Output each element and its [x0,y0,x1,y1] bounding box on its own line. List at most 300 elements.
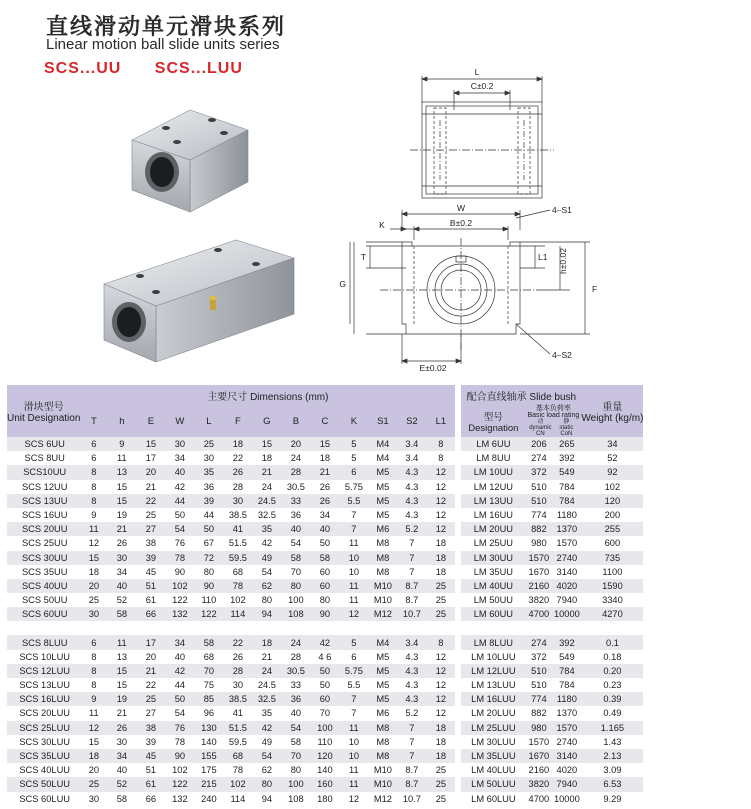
table-cell: 11 [339,777,368,791]
table-cell: 132 [165,792,194,806]
table-cell: 92 [581,465,643,479]
table-cell: M4 [368,451,397,465]
table-cell: LM 30LUU [461,735,525,749]
table-cell: 735 [581,551,643,565]
table-cell: 8 [426,451,455,465]
table-cell: 4270 [581,607,643,621]
table-cell: 80 [252,593,281,607]
table-cell: 882 [525,522,552,536]
table-cell: 44 [165,678,194,692]
table-cell: LM 30UU [461,551,525,565]
table-cell: 58 [107,792,136,806]
table-cell: 19 [107,508,136,522]
table-cell: 11 [107,635,136,649]
table-cell: 42 [310,635,339,649]
table-cell: M8 [368,735,397,749]
table-cell: 11 [80,706,107,720]
table-cell: 36 [281,508,310,522]
table-cell: 1180 [552,692,581,706]
table-cell: LM 8LUU [461,635,525,649]
table-cell: 15 [107,480,136,494]
table-cell: 78 [223,579,252,593]
table-cell: 8.7 [397,579,426,593]
table-cell: M6 [368,522,397,536]
table-cell: 42 [252,536,281,550]
table-cell: 1670 [525,749,552,763]
table-cell: 26 [107,721,136,735]
table-cell: 60 [310,692,339,706]
table-cell: 20 [80,763,107,777]
table-cell: 274 [525,635,552,649]
table-cell: 45 [136,565,165,579]
table-cell: M5 [368,664,397,678]
table-cell: 15 [310,437,339,451]
table-cell: M10 [368,593,397,607]
table-cell: M4 [368,437,397,451]
table-cell: 8.7 [397,777,426,791]
table-cell: 0.1 [581,635,643,649]
technical-drawing [330,62,630,372]
table-cell: 50 [310,536,339,550]
table-cell: 140 [310,763,339,777]
table-cell: 10 [339,565,368,579]
table-cell: 7 [397,749,426,763]
dim-label-l: L [474,67,480,77]
table-cell: 15 [107,678,136,692]
table-cell: 90 [194,579,223,593]
table-cell: LM 40UU [461,579,525,593]
table-cell: 2740 [552,735,581,749]
table-cell: 102 [165,579,194,593]
table-cell: SCS 60LUU [7,792,80,806]
table-cell: LM 60LUU [461,792,525,806]
table-cell: 4.3 [397,465,426,479]
short-slide-unit-photo [120,100,255,215]
table-cell: 18 [252,451,281,465]
table-cell: 6 [339,650,368,664]
table-cell: 18 [80,565,107,579]
table-cell: 28 [223,664,252,678]
table-cell: 265 [552,437,581,451]
table-cell: 85 [194,692,223,706]
table-cell: 3.4 [397,451,426,465]
table-row [7,465,643,479]
table-cell: 1.165 [581,721,643,735]
table-cell: 35 [252,706,281,720]
table-cell: 510 [525,480,552,494]
table-cell: 549 [552,465,581,479]
table-cell: 59.5 [223,735,252,749]
table-cell: SCS10UU [7,465,80,479]
table-cell: 7 [339,706,368,720]
table-cell: SCS 10LUU [7,650,80,664]
table-cell: 21 [107,706,136,720]
table-cell: 1370 [552,522,581,536]
table-cell: 30 [80,792,107,806]
table-cell: 54 [252,565,281,579]
table-cell: 58 [107,607,136,621]
table-cell: 102 [223,593,252,607]
table-cell: 0.49 [581,706,643,720]
table-cell: 4.3 [397,494,426,508]
table-cell: 70 [281,749,310,763]
table-cell: SCS 50LUU [7,777,80,791]
table-cell: 34 [165,635,194,649]
table-cell: 510 [525,678,552,692]
col-dim-h: h [107,405,136,437]
table-cell: 39 [194,494,223,508]
table-cell: LM 20LUU [461,706,525,720]
dim-label-s2: 4–S2 [552,350,572,360]
table-cell: SCS 40LUU [7,763,80,777]
table-cell: 13 [107,465,136,479]
table-cell: 122 [165,593,194,607]
table-row [7,480,643,494]
table-cell: 45 [136,749,165,763]
table-cell: 61 [136,777,165,791]
table-cell: 90 [310,607,339,621]
table-cell: 600 [581,536,643,550]
table-cell: 1570 [525,735,552,749]
table-cell: 40 [281,706,310,720]
table-cell: 72 [194,551,223,565]
table-cell: 25 [136,508,165,522]
table-cell: 21 [310,465,339,479]
table-row [7,735,643,749]
table-cell: LM 40LUU [461,763,525,777]
table-cell: 215 [194,777,223,791]
table-cell: 49 [252,735,281,749]
table-cell: 62 [252,763,281,777]
table-cell: 40 [310,522,339,536]
table-cell: 50 [165,692,194,706]
table-cell: 9.29 [581,792,643,806]
table-cell: 41 [223,522,252,536]
table-cell: 26 [107,536,136,550]
table-cell: 49 [252,551,281,565]
table-cell: 4020 [552,763,581,777]
table-cell: 58 [281,735,310,749]
table-cell: 38.5 [223,692,252,706]
table-cell: 30.5 [281,664,310,678]
table-cell: 392 [552,451,581,465]
table-cell: 18 [426,749,455,763]
table-cell: 784 [552,480,581,494]
table-cell: 10 [339,551,368,565]
table-cell: 17 [136,451,165,465]
table-cell: SCS 20LUU [7,706,80,720]
table-cell: 18 [426,536,455,550]
col-dim-w: W [165,405,194,437]
table-row [7,792,643,806]
table-cell: 21 [252,650,281,664]
table-cell: 774 [525,692,552,706]
table-cell: 3.4 [397,437,426,451]
table-cell: 51.5 [223,721,252,735]
table-cell: 24.5 [252,494,281,508]
table-cell: 122 [165,777,194,791]
table-cell: 6 [339,465,368,479]
table-cell: 44 [194,508,223,522]
table-cell: 24 [281,635,310,649]
table-cell: 1180 [552,508,581,522]
table-cell: 3.4 [397,635,426,649]
table-cell: 58 [194,635,223,649]
table-cell: 36 [194,480,223,494]
table-cell: 206 [525,437,552,451]
table-row [7,579,643,593]
table-cell: 18 [426,551,455,565]
table-cell: SCS 30LUU [7,735,80,749]
table-cell: 8.7 [397,593,426,607]
table-cell: 3140 [552,749,581,763]
table-cell: 3820 [525,593,552,607]
table-row [7,664,643,678]
table-cell: 7 [397,565,426,579]
table-cell: 32.5 [252,692,281,706]
table-cell: 27 [136,522,165,536]
table-cell: 39 [136,551,165,565]
table-cell: 4 6 [310,650,339,664]
table-cell: 1590 [581,579,643,593]
table-cell: 8 [80,465,107,479]
table-cell: 2160 [525,763,552,777]
table-cell: 110 [310,735,339,749]
table-row [7,551,643,565]
table-cell: 22 [223,451,252,465]
table-cell: 12 [426,494,455,508]
dim-label-s1: 4–S1 [552,205,572,215]
table-cell: 66 [136,607,165,621]
table-cell: LM 25LUU [461,721,525,735]
col-dim-k: K [339,405,368,437]
dim-label-f: F [592,284,598,294]
table-cell: 24 [281,451,310,465]
table-cell: 68 [194,650,223,664]
table-cell: 96 [194,706,223,720]
table-cell: 51.5 [223,536,252,550]
table-cell: 75 [194,678,223,692]
table-cell: 882 [525,706,552,720]
table-cell: 24 [252,480,281,494]
table-cell: 78 [223,763,252,777]
table-cell: 25 [426,579,455,593]
table-cell: 18 [310,451,339,465]
model-series-luu: SCS...LUU [154,60,243,77]
table-cell: SCS 50UU [7,593,80,607]
table-cell: 30 [80,607,107,621]
table-cell: 0.20 [581,664,643,678]
table-cell: 39 [136,735,165,749]
table-cell: 130 [194,721,223,735]
table-cell: 2.13 [581,749,643,763]
table-cell: 1570 [552,536,581,550]
table-cell: 30 [107,735,136,749]
table-cell: 21 [107,522,136,536]
table-cell: 15 [252,437,281,451]
table-cell: 27 [136,706,165,720]
table-cell: 12 [426,465,455,479]
table-row [7,522,643,536]
table-cell: 94 [252,607,281,621]
table-cell: 80 [252,777,281,791]
table-row [7,508,643,522]
table-cell: 18 [80,749,107,763]
table-cell: 100 [281,593,310,607]
table-cell: 10000 [552,607,581,621]
table-cell: 8 [426,437,455,451]
table-cell: SCS 6UU [7,437,80,451]
table-cell: 8 [80,664,107,678]
table-cell: 30 [165,437,194,451]
table-cell: 42 [165,664,194,678]
table-cell: 18 [223,437,252,451]
top-view [410,76,554,198]
table-cell: 8 [80,650,107,664]
table-cell: 54 [165,522,194,536]
table-cell: 7940 [552,777,581,791]
dim-label-w: W [456,203,466,213]
table-cell: 8 [80,678,107,692]
table-cell: 160 [310,777,339,791]
table-cell: 28 [281,465,310,479]
table-cell: 13 [107,650,136,664]
table-cell: 4.3 [397,480,426,494]
table-cell: 12 [426,508,455,522]
table-cell: M10 [368,763,397,777]
table-cell: SCS 60UU [7,607,80,621]
table-cell: M5 [368,465,397,479]
table-cell: 15 [80,735,107,749]
dim-label-b: B±0.2 [449,218,473,228]
table-cell: 10 [339,749,368,763]
table-cell: 40 [107,763,136,777]
table-cell: 5.2 [397,522,426,536]
table-cell: SCS 12UU [7,480,80,494]
table-cell: SCS 25LUU [7,721,80,735]
table-cell: SCS 30UU [7,551,80,565]
table-cell: 67 [194,536,223,550]
table-row [7,749,643,763]
model-series-uu: SCS...UU [44,60,122,77]
table-cell: 5.5 [339,494,368,508]
table-cell: 549 [552,650,581,664]
table-cell: 18 [426,721,455,735]
table-cell: 7 [397,735,426,749]
table-cell: 28 [223,480,252,494]
table-cell: 5.5 [339,678,368,692]
table-cell: LM 25UU [461,536,525,550]
table-cell: 12 [426,650,455,664]
table-cell: 41 [223,706,252,720]
page-title-cn: 直线滑动单元滑块系列 [46,14,287,39]
col-unit-designation: 滑块型号 Unit Designation [7,385,80,437]
table-cell: 5.75 [339,664,368,678]
table-cell: 132 [165,607,194,621]
table-cell: 784 [552,678,581,692]
col-dim-l: L [194,405,223,437]
table-cell: SCS 40UU [7,579,80,593]
table-cell: 9 [80,508,107,522]
table-cell: 20 [281,437,310,451]
col-dim-l1: L1 [426,405,455,437]
col-bush-designation: 型号 Designation [461,405,525,437]
table-cell: 90 [165,565,194,579]
table-cell: 30 [223,494,252,508]
table-cell: 40 [165,650,194,664]
table-cell: 25 [80,777,107,791]
table-cell: SCS 12LUU [7,664,80,678]
page-title-en: Linear motion ball slide units series [46,36,280,53]
dim-label-t: T [360,252,366,262]
table-cell: M5 [368,494,397,508]
table-cell: 8.7 [397,763,426,777]
table-row [7,565,643,579]
table-cell: 36 [281,692,310,706]
table-cell: 100 [281,777,310,791]
table-cell: 22 [223,635,252,649]
table-cell: 15 [107,664,136,678]
col-dim-f: F [223,405,252,437]
table-cell: 11 [339,536,368,550]
table-cell: LM 12LUU [461,664,525,678]
table-cell: 784 [552,494,581,508]
table-cell: 4.3 [397,678,426,692]
table-cell: 60 [310,565,339,579]
table-cell: 26 [223,650,252,664]
table-cell: M8 [368,565,397,579]
table-cell: 68 [223,565,252,579]
table-cell: 68 [223,749,252,763]
table-cell: 4.3 [397,692,426,706]
table-cell: 38 [136,721,165,735]
table-cell: 8 [80,494,107,508]
table-cell: 120 [581,494,643,508]
table-cell: 12 [80,721,107,735]
col-weight: 重量 Weight (kg/m) [581,385,643,437]
table-cell: M8 [368,551,397,565]
table-cell: 76 [165,536,194,550]
table-cell: 60 [310,579,339,593]
col-load-rating: 基本负荷率 Basic load rating 动 dynamic CN静 static CoN [525,405,581,437]
table-cell: 5 [339,437,368,451]
table-cell: 6 [80,635,107,649]
table-cell: 114 [223,607,252,621]
col-group-slide-bush: 配合直线轴承 Slide bush [461,385,581,405]
table-cell: 50 [194,522,223,536]
table-cell: 15 [80,551,107,565]
table-cell: M12 [368,607,397,621]
col-group-dimensions: 主要尺寸 Dimensions (mm) [80,385,455,405]
table-cell: 108 [281,607,310,621]
table-cell: M8 [368,721,397,735]
dim-label-k: K [379,220,385,230]
table-cell: 66 [136,792,165,806]
table-cell: 510 [525,494,552,508]
table-cell: M5 [368,692,397,706]
dim-label-c: C±0.2 [470,81,494,91]
table-cell: SCS 8UU [7,451,80,465]
table-cell: M5 [368,480,397,494]
table-cell: 4020 [552,579,581,593]
col-dim-e: E [136,405,165,437]
table-cell: 7940 [552,593,581,607]
table-cell: 9 [107,437,136,451]
table-cell: M6 [368,706,397,720]
table-cell: 510 [525,664,552,678]
table-cell: 40 [165,465,194,479]
table-cell: 120 [310,749,339,763]
